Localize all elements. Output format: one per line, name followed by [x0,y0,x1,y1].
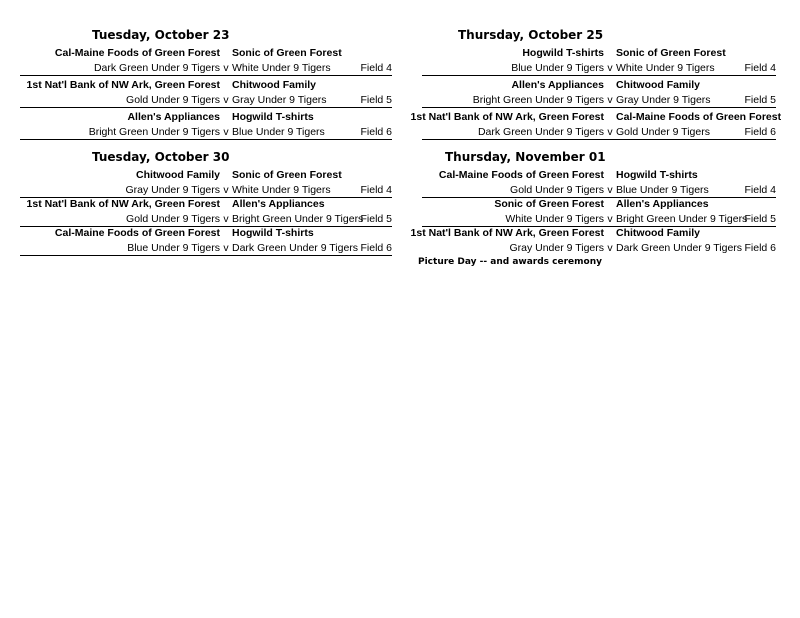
home-team: Gray Under 9 Tigers [125,184,220,196]
home-sponsor: Allen's Appliances [127,111,220,123]
away-team: White Under 9 Tigers [616,62,715,74]
versus-label: v [223,94,229,106]
versus-label: v [607,62,613,74]
row-divider [422,107,776,108]
away-sponsor: Hogwild T-shirts [232,227,314,239]
away-team: Bright Green Under 9 Tigers [232,213,364,225]
away-team: Blue Under 9 Tigers [616,184,709,196]
away-sponsor: Cal-Maine Foods of Green Forest [616,111,782,123]
home-team: Gold Under 9 Tigers [126,213,220,225]
home-sponsor: 1st Nat'l Bank of NW Ark, Green Forest [410,227,604,239]
home-team: Blue Under 9 Tigers [511,62,604,74]
away-sponsor: Chitwood Family [616,79,700,91]
home-sponsor: Cal-Maine Foods of Green Forest [438,169,604,181]
game-row [404,168,776,200]
home-team: Blue Under 9 Tigers [127,242,220,254]
away-team: Bright Green Under 9 Tigers [616,213,748,225]
versus-label: v [607,184,613,196]
versus-label: v [607,94,613,106]
field-label: Field 4 [744,62,776,74]
away-team: Gold Under 9 Tigers [616,126,710,138]
away-team: Blue Under 9 Tigers [232,126,325,138]
home-team: Gold Under 9 Tigers [510,184,604,196]
home-sponsor: Allen's Appliances [511,79,604,91]
versus-label: v [223,62,229,74]
field-label: Field 5 [360,94,392,106]
versus-label: v [223,184,229,196]
home-sponsor: Sonic of Green Forest [494,198,604,210]
away-sponsor: Hogwild T-shirts [616,169,698,181]
home-sponsor: 1st Nat'l Bank of NW Ark, Green Forest [26,198,220,210]
away-team: Dark Green Under 9 Tigers [232,242,359,254]
picture-day-note: Picture Day -- and awards ceremony [418,257,602,267]
away-sponsor: Chitwood Family [232,79,316,91]
row-divider [422,139,776,140]
home-team: Bright Green Under 9 Tigers [472,94,604,106]
away-sponsor: Hogwild T-shirts [232,111,314,123]
row-divider [20,75,392,76]
week-date: Tuesday, October 23 [92,28,230,42]
game-row [20,78,392,110]
away-team: White Under 9 Tigers [232,184,331,196]
field-label: Field 4 [360,62,392,74]
game-row [20,168,392,200]
field-label: Field 4 [744,184,776,196]
away-team: Gray Under 9 Tigers [616,94,711,106]
week-date: Thursday, November 01 [445,150,606,164]
away-sponsor: Allen's Appliances [232,198,325,210]
row-divider [422,75,776,76]
home-sponsor: Chitwood Family [136,169,220,181]
versus-label: v [607,242,613,254]
home-team: Dark Green Under 9 Tigers [477,126,604,138]
game-row [404,197,776,229]
versus-label: v [607,213,613,225]
week-date: Tuesday, October 30 [92,150,230,164]
home-sponsor: 1st Nat'l Bank of NW Ark, Green Forest [26,79,220,91]
field-label: Field 6 [360,242,392,254]
versus-label: v [223,213,229,225]
field-label: Field 5 [744,213,776,225]
game-row [404,78,776,110]
game-row [404,226,776,258]
away-team: White Under 9 Tigers [232,62,331,74]
field-label: Field 5 [360,213,392,225]
game-row [20,197,392,229]
home-sponsor: Cal-Maine Foods of Green Forest [54,47,220,59]
away-team: Gray Under 9 Tigers [232,94,327,106]
field-label: Field 5 [744,94,776,106]
game-row [20,110,392,142]
row-divider [20,139,392,140]
home-sponsor: Hogwild T-shirts [522,47,604,59]
game-row [404,46,776,78]
versus-label: v [223,126,229,138]
away-sponsor: Sonic of Green Forest [616,47,726,59]
away-sponsor: Sonic of Green Forest [232,47,342,59]
versus-label: v [223,242,229,254]
home-team: Gray Under 9 Tigers [509,242,604,254]
home-team: Gold Under 9 Tigers [126,94,220,106]
field-label: Field 6 [360,126,392,138]
field-label: Field 6 [744,126,776,138]
versus-label: v [607,126,613,138]
home-sponsor: Cal-Maine Foods of Green Forest [54,227,220,239]
game-row [20,226,392,258]
home-sponsor: 1st Nat'l Bank of NW Ark, Green Forest [410,111,604,123]
home-team: Bright Green Under 9 Tigers [88,126,220,138]
home-team: White Under 9 Tigers [505,213,604,225]
week-date: Thursday, October 25 [458,28,604,42]
field-label: Field 4 [360,184,392,196]
row-divider [20,107,392,108]
home-team: Dark Green Under 9 Tigers [93,62,220,74]
away-sponsor: Chitwood Family [616,227,700,239]
row-divider [20,255,392,256]
game-row [20,46,392,78]
game-row [404,110,782,142]
away-sponsor: Sonic of Green Forest [232,169,342,181]
field-label: Field 6 [744,242,776,254]
away-sponsor: Allen's Appliances [616,198,709,210]
away-team: Dark Green Under 9 Tigers [616,242,743,254]
